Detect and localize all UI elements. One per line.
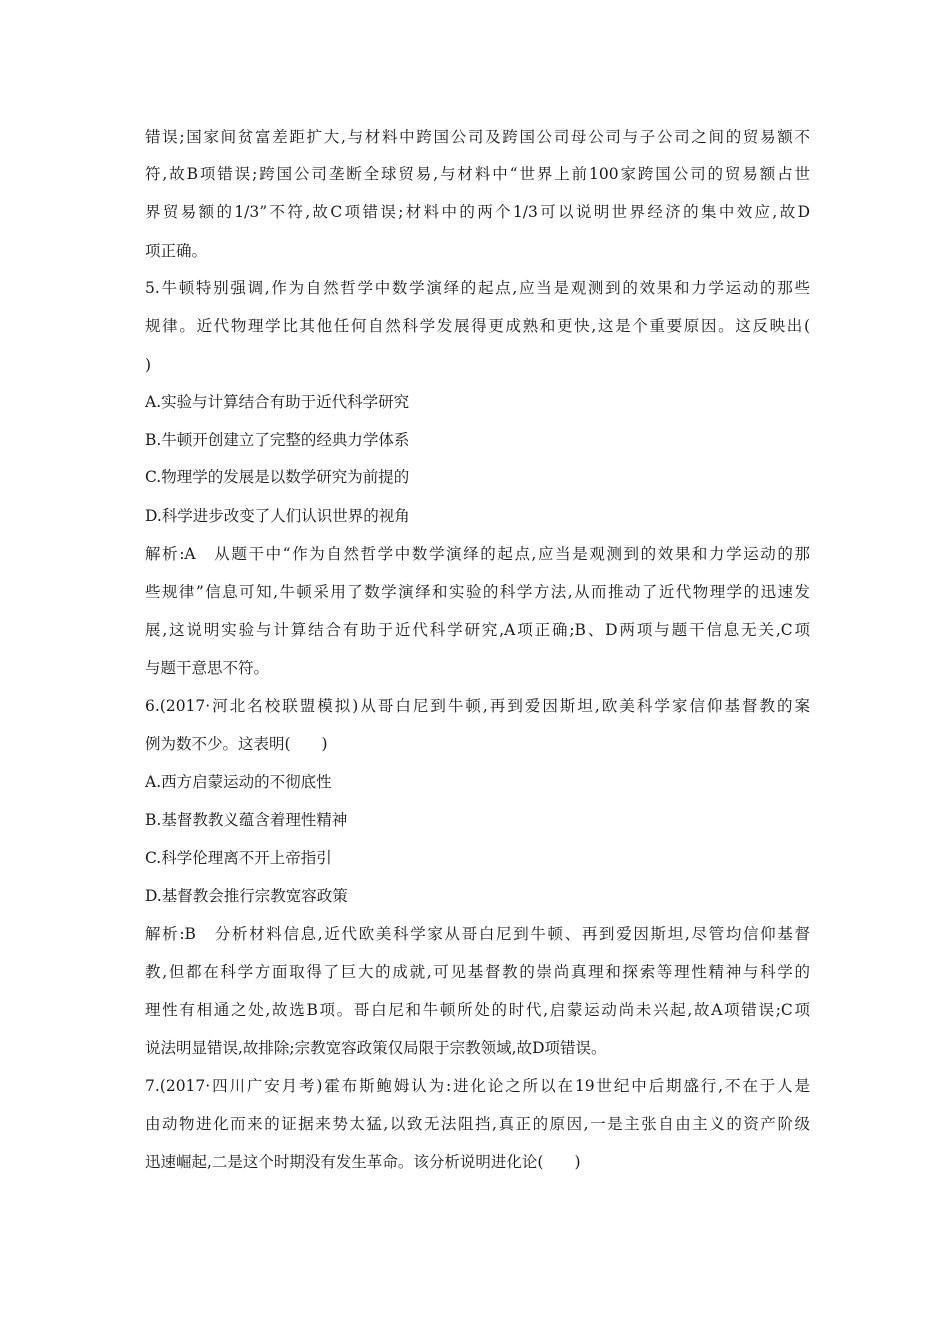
text-line: 符,故B项错误;跨国公司垄断全球贸易,与材料中“世界上前100家跨国公司的贸易额占世 <box>145 165 810 183</box>
analysis-6: 教,但都在科学方面取得了巨大的成就,可见基督教的崇尚真理和探索等理性精神与科学的 <box>145 963 810 981</box>
question-5-stem: 规律。近代物理学比其他任何自然科学发展得更成熟和更快,这是个重要原因。这反映出( <box>145 317 810 335</box>
option-b: B.牛顿开创建立了完整的经典力学体系 <box>145 431 410 449</box>
option-c: C.科学伦理离不开上帝指引 <box>145 849 332 867</box>
question-5-stem: ) <box>145 356 152 374</box>
analysis-5: 解析:A 从题干中“作为自然哲学中数学演绎的起点,应当是观测到的效果和力学运动的那 <box>145 545 810 563</box>
analysis-6: 解析:B 分析材料信息,近代欧美科学家从哥白尼到牛顿、再到爱因斯坦,尽管均信仰基督 <box>145 925 810 943</box>
option-d: D.科学进步改变了人们认识世界的视角 <box>145 507 410 525</box>
question-7-stem: 7.(2017·四川广安月考)霍布斯鲍姆认为:进化论之所以在19世纪中后期盛行,不在于人是 <box>145 1077 810 1095</box>
option-c: C.物理学的发展是以数学研究为前提的 <box>145 468 410 486</box>
option-a: A.实验与计算结合有助于近代科学研究 <box>145 393 410 411</box>
question-7-stem: 迅速崛起,二是这个时期没有发生革命。该分析说明进化论( ) <box>145 1153 581 1171</box>
text-line: 界贸易额的1/3”不符,故C项错误;材料中的两个1/3可以说明世界经济的集中效应,故D <box>145 203 810 221</box>
option-a: A.西方启蒙运动的不彻底性 <box>145 773 332 791</box>
question-5-stem: 5.牛顿特别强调,作为自然哲学中数学演绎的起点,应当是观测到的效果和力学运动的那些 <box>145 279 810 297</box>
text-line: 错误;国家间贫富差距扩大,与材料中跨国公司及跨国公司母公司与子公司之间的贸易额不 <box>145 128 810 146</box>
text-line: 项正确。 <box>145 242 208 260</box>
question-6-stem: 例为数不少。这表明( ) <box>145 735 328 753</box>
question-7-stem: 由动物进化而来的证据来势太猛,以致无法阻挡,真正的原因,一是主张自由主义的资产阶级 <box>145 1115 810 1133</box>
analysis-6: 说法明显错误,故排除;宗教宽容政策仅局限于宗教领域,故D项错误。 <box>145 1039 607 1057</box>
analysis-5: 展,这说明实验与计算结合有助于近代科学研究,A项正确;B、D两项与题干信息无关,C项 <box>145 621 810 639</box>
analysis-6: 理性有相通之处,故选B项。哥白尼和牛顿所处的时代,启蒙运动尚未兴起,故A项错误;C项 <box>145 1001 810 1019</box>
analysis-5: 些规律”信息可知,牛顿采用了数学演绎和实验的科学方法,从而推动了近代物理学的迅速发 <box>145 583 810 601</box>
option-b: B.基督教教义蕴含着理性精神 <box>145 811 348 829</box>
option-d: D.基督教会推行宗教宽容政策 <box>145 887 348 905</box>
question-6-stem: 6.(2017·河北名校联盟模拟)从哥白尼到牛顿,再到爱因斯坦,欧美科学家信仰基督教的案 <box>145 697 810 715</box>
analysis-5: 与题干意思不符。 <box>145 659 270 677</box>
